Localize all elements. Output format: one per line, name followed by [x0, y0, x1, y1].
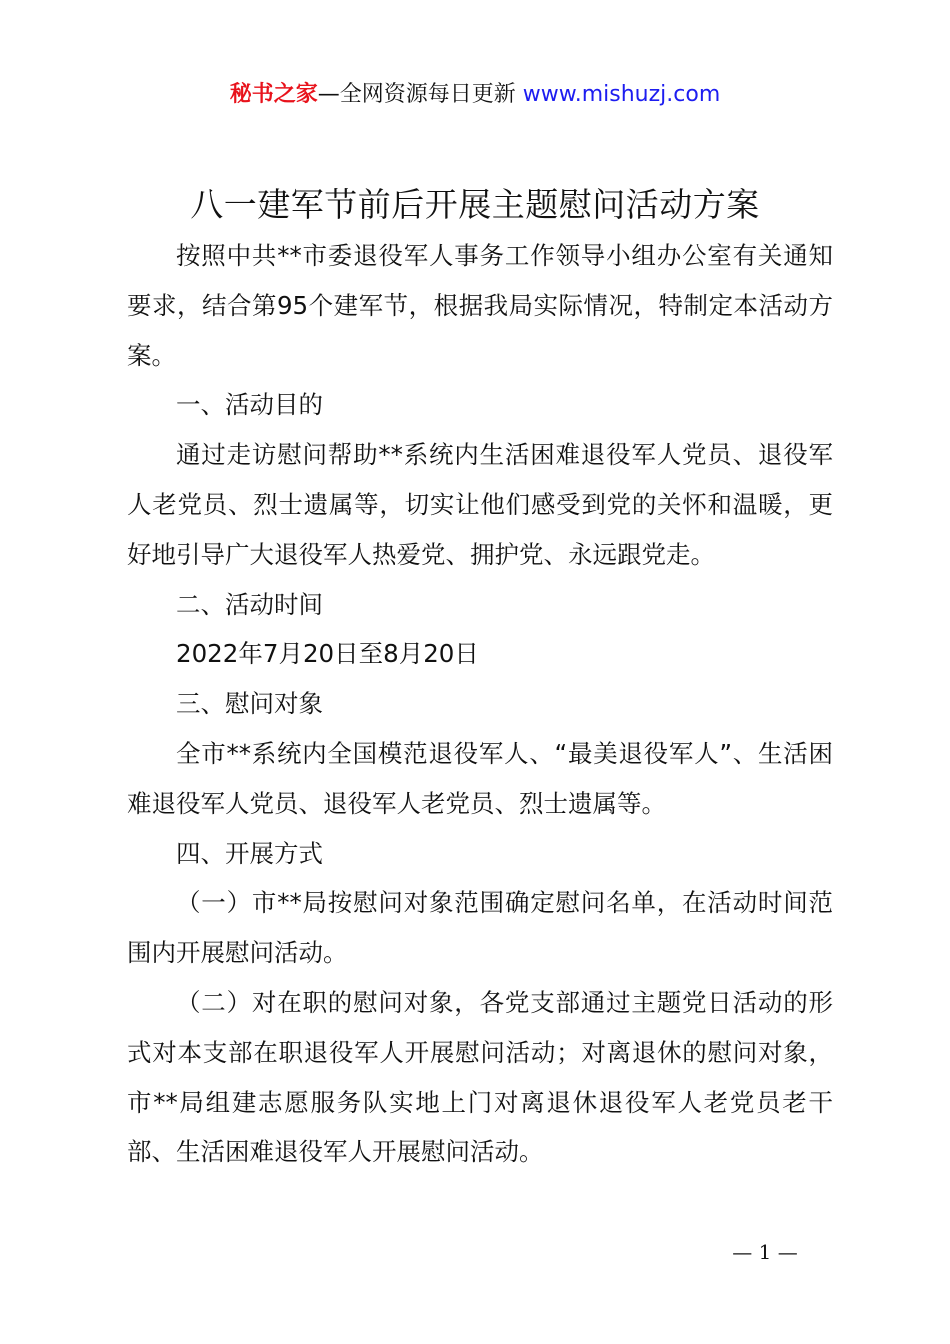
site-tagline: —全网资源每日更新	[317, 82, 516, 107]
page-number: — 1 —	[732, 1240, 798, 1264]
intro-paragraph: 按照中共**市委退役军人事务工作领导小组办公室有关通知要求，结合第95个建军节，根据我局实际情况，特制定本活动方案。	[127, 241, 833, 370]
body-paragraph: （一）市**局按慰问对象范围确定慰问名单，在活动时间范围内开展慰问活动。	[127, 888, 833, 968]
section-heading: 三、慰问对象	[176, 689, 323, 719]
body-paragraph: 2022年7月20日至8月20日	[176, 639, 479, 669]
section-heading: 一、活动目的	[176, 390, 323, 420]
body-paragraph: 通过走访慰问帮助**系统内生活困难退役军人党员、退役军人老党员、烈士遗属等，切实让他们感受到党的关怀和温暖，更好地引导广大退役军人热爱党、拥护党、永远跟党走。	[127, 440, 833, 569]
document-title: 八一建军节前后开展主题慰问活动方案	[190, 185, 760, 224]
site-url-link[interactable]: www.mishuzj.com	[522, 82, 721, 107]
site-banner	[0, 80, 950, 110]
document-body	[127, 231, 833, 1177]
section-heading: 四、开展方式	[176, 838, 323, 868]
body-paragraph: 全市**系统内全国模范退役军人、“最美退役军人”、生活困难退役军人党员、退役军人老党员、烈士遗属等。	[127, 738, 833, 818]
site-brand: 秘书之家	[229, 82, 318, 107]
section-heading: 二、活动时间	[176, 589, 323, 619]
body-paragraph: （二）对在职的慰问对象，各党支部通过主题党日活动的形式对本支部在职退役军人开展慰问活动；对离退休的慰问对象，市**局组建志愿服务队实地上门对离退休退役军人老党员老干部、生活困难退役军人开展慰问活动。	[127, 987, 833, 1167]
